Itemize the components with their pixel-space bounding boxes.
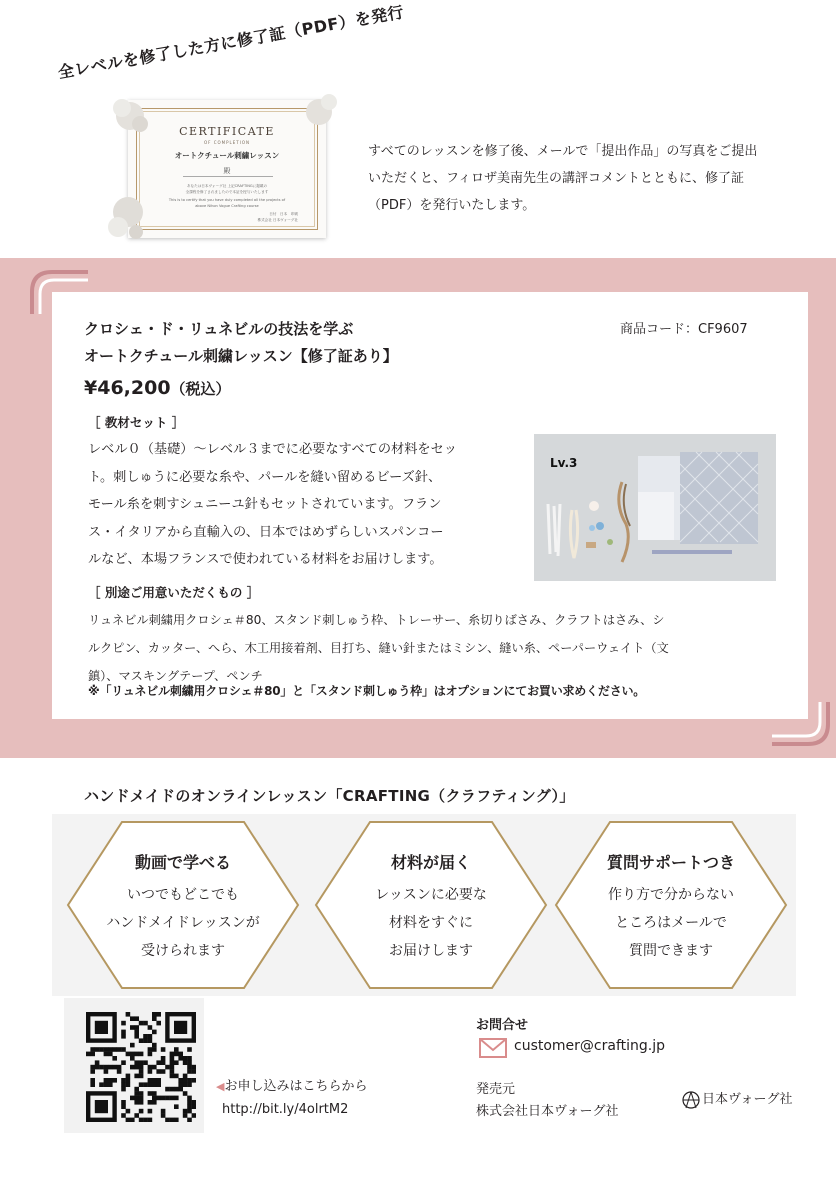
certificate-description bbox=[368, 138, 808, 219]
triangle-pointer-icon: ◀ bbox=[216, 1080, 225, 1093]
publisher-name: 株式会社日本ヴォーグ社 bbox=[476, 1104, 619, 1119]
hexagon-frame bbox=[60, 814, 306, 996]
qr-code-panel bbox=[64, 998, 204, 1133]
certificate-card-course: オートクチュール刺繍レッスン bbox=[174, 151, 280, 160]
prep-heading: ［ 別途ご用意いただくもの ］ bbox=[88, 585, 260, 600]
contact-heading: お問合せ bbox=[476, 1018, 529, 1033]
certificate-card-title: CERTIFICATE bbox=[179, 125, 275, 138]
kit-line: ス・イタリアから直輸入の、日本ではめずらしいスパンコー bbox=[88, 524, 444, 540]
certificate-card-signature: 日付 日本 印刷 bbox=[269, 212, 298, 216]
prep-line: 鎮）、マスキングテープ、ペンチ bbox=[88, 669, 263, 683]
feature-card-support bbox=[548, 814, 794, 996]
logo-mark-icon bbox=[680, 1091, 702, 1109]
feature-text: 材料をすぐに bbox=[389, 915, 473, 931]
feature-text: いつでもどこでも bbox=[127, 887, 239, 903]
mail-icon bbox=[479, 1038, 507, 1058]
prep-line: リュネビル刺繍用クロシェ＃80、スタンド刺しゅう枠、トレーサー、糸切りばさみ、クラフトはさみ、シ bbox=[88, 613, 665, 627]
feature-title: 質問サポートつき bbox=[606, 853, 735, 872]
price-value: ¥46,200 bbox=[84, 377, 171, 399]
kit-materials-illustration bbox=[534, 434, 776, 581]
corner-decoration-top-left bbox=[30, 266, 90, 316]
crafting-heading: ハンドメイドのオンラインレッスン「CRAFTING（クラフティング）」 bbox=[84, 787, 575, 805]
certificate-description-line: すべてのレッスンを修了後、メールで「提出作品」の写真をご提出 bbox=[368, 144, 758, 159]
feature-card-materials bbox=[308, 814, 554, 996]
feature-card-video bbox=[60, 814, 306, 996]
feature-text: 受けられます bbox=[141, 943, 225, 959]
feature-text: 質問できます bbox=[629, 943, 713, 959]
certificate-card-text: This is to certify that you have duly completed all the projects of bbox=[168, 198, 286, 202]
publisher-label: 発売元 bbox=[476, 1082, 516, 1097]
apply-url-link[interactable]: http://bit.ly/4olrtM2 bbox=[222, 1102, 349, 1117]
feature-text: ハンドメイドレッスンが bbox=[106, 915, 260, 931]
kit-heading: ［ 教材セット ］ bbox=[88, 415, 185, 430]
prep-list bbox=[88, 606, 788, 690]
product-name-line1: クロシェ・ド・リュネビルの技法を学ぶ bbox=[84, 320, 354, 338]
product-name-line2: オートクチュール刺繍レッスン【修了証あり】 bbox=[84, 347, 398, 365]
logo-text: 日本ヴォーグ社 bbox=[702, 1092, 793, 1107]
certificate-card-name: 殿 bbox=[223, 167, 231, 175]
feature-text: レッスンに必要な bbox=[375, 887, 487, 903]
certificate-description-line: （PDF）を発行いたします。 bbox=[368, 198, 536, 213]
kit-line: ルなど、本場フランスで使われている材料をお届けします。 bbox=[88, 552, 443, 567]
hexagon-frame bbox=[308, 814, 554, 996]
kit-line: ト。刺しゅうに必要な糸や、パールを縫い留めるビーズ針、 bbox=[88, 469, 442, 485]
kit-line: モール糸を刺すシュニーユ針もセットされています。フラン bbox=[88, 497, 442, 512]
feature-text: ところはメールで bbox=[615, 915, 727, 931]
product-price bbox=[84, 377, 231, 399]
option-note: ※「リュネビル刺繍用クロシェ＃80」と「スタンド刺しゅう枠」はオプションにてお買い求めください。 bbox=[88, 684, 646, 698]
kit-description bbox=[88, 436, 518, 574]
certificate-headline: 全レベルを修了した方に修了証（PDF）を発行 bbox=[56, 2, 406, 83]
corner-decoration-bottom-right bbox=[770, 700, 830, 750]
certificate-image bbox=[128, 100, 326, 238]
certificate-description-line: いただくと、フィロザ美南先生の講評コメントとともに、修了証 bbox=[368, 171, 744, 186]
nihon-vogue-logo bbox=[680, 1088, 792, 1109]
floral-decoration bbox=[98, 182, 158, 252]
certificate-card-text: above Nihon Vogue Crafting course bbox=[195, 204, 259, 208]
price-tax-note: （税込） bbox=[170, 380, 231, 398]
feature-title: 材料が届く bbox=[390, 853, 471, 872]
certificate-card-text: あなたは日本ヴォーグ社 上記CRAFTINGに掲載の bbox=[186, 184, 268, 188]
feature-text: 作り方で分からない bbox=[608, 887, 734, 903]
kit-photo-level-label: Lv.3 bbox=[550, 456, 578, 470]
kit-line: レベル０（基礎）〜レベル３までに必要なすべての材料をセッ bbox=[88, 442, 457, 457]
prep-line: ルクピン、カッター、へら、木工用接着剤、目打ち、縫い針またはミシン、縫い糸、ペーパーウェイト（文 bbox=[88, 641, 669, 655]
apply-label-text: お申し込みはこちらから bbox=[224, 1079, 368, 1094]
contact-email-link[interactable]: customer@crafting.jp bbox=[514, 1038, 666, 1054]
kit-photo bbox=[534, 434, 776, 581]
feature-title: 動画で学べる bbox=[134, 853, 231, 872]
feature-row bbox=[52, 814, 796, 996]
feature-text: お届けします bbox=[389, 943, 473, 959]
certificate-card-signature: 株式会社 日本ヴォーグ社 bbox=[257, 218, 298, 222]
product-code: 商品コード：CF9607 bbox=[620, 322, 748, 337]
certificate-name-line bbox=[183, 176, 273, 177]
apply-label bbox=[216, 1075, 367, 1094]
qr-code[interactable] bbox=[86, 1012, 196, 1122]
certificate-card-text: 全課程を修了されましたので本証を授与いたします bbox=[185, 190, 269, 194]
hexagon-frame bbox=[548, 814, 794, 996]
certificate-card-subtitle: OF COMPLETION bbox=[203, 140, 251, 145]
